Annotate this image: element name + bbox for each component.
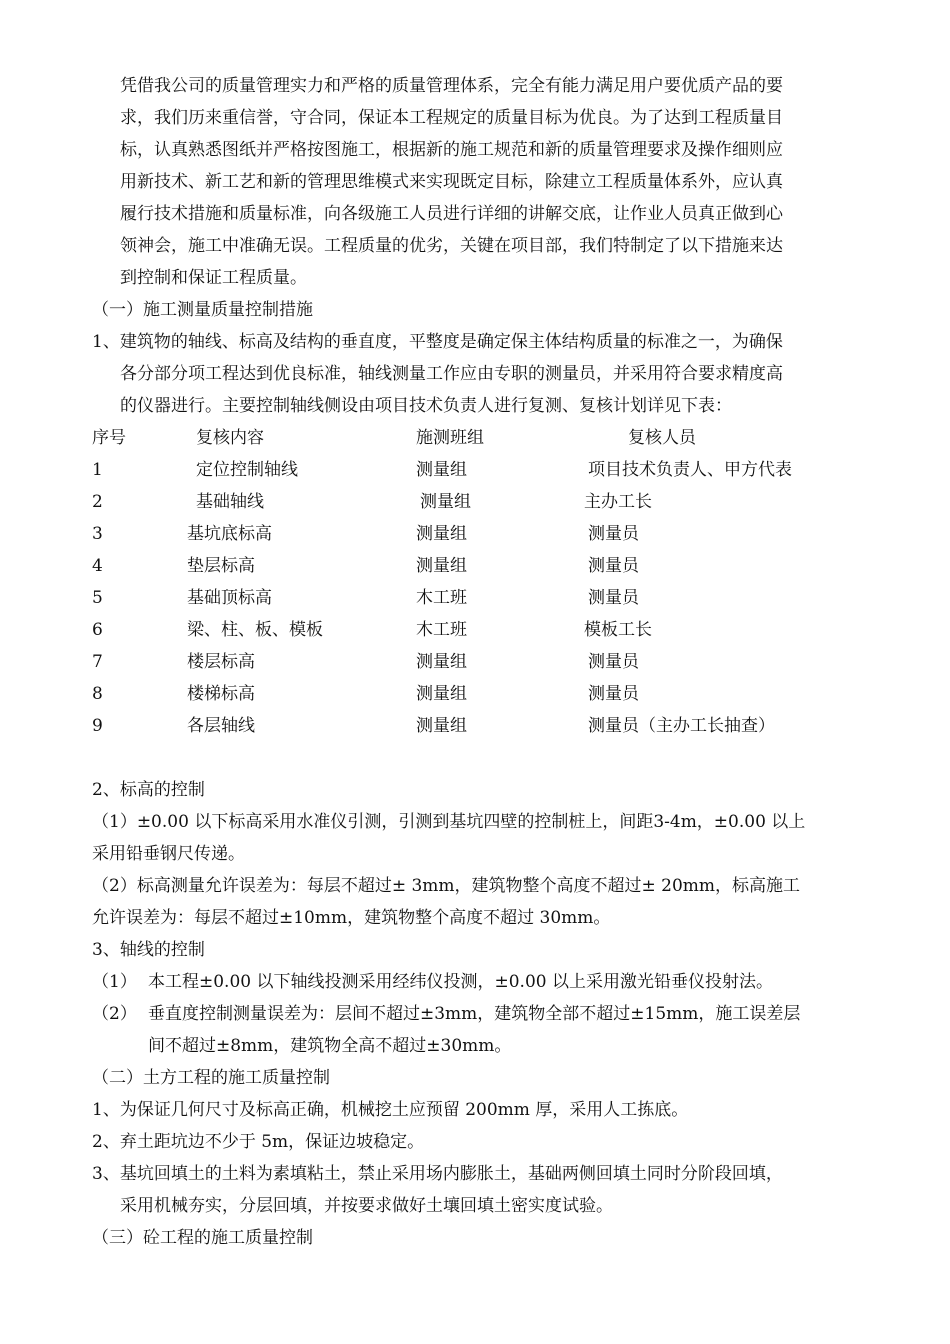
- table-cell: 测量组: [416, 556, 467, 576]
- subsection-heading: 3、轴线的控制: [92, 940, 205, 960]
- table-cell: 测量组: [416, 524, 467, 544]
- table-cell: 木工班: [416, 588, 467, 608]
- table-cell: 梁、柱、板、模板: [187, 620, 323, 640]
- table-cell: 基础轴线: [196, 492, 264, 512]
- table-cell: 测量员: [588, 556, 639, 576]
- intro-line: 领神会，施工中准确无误。工程质量的优劣，关键在项目部，我们特制定了以下措施来达: [120, 236, 783, 256]
- table-cell: 7: [92, 652, 103, 672]
- paragraph-line: 1、为保证几何尺寸及标高正确，机械挖土应预留 200mm 厚，采用人工拣底。: [92, 1100, 689, 1120]
- table-cell: 9: [92, 716, 103, 736]
- header-cell: 施测班组: [416, 428, 484, 448]
- table-cell: 基坑底标高: [187, 524, 272, 544]
- paragraph-line: 各分部分项工程达到优良标准，轴线测量工作应由专职的测量员，并采用符合要求精度高: [120, 364, 783, 384]
- table-cell: 测量员: [588, 588, 639, 608]
- header-cell: 复核内容: [196, 428, 264, 448]
- table-cell: 测量组: [416, 460, 467, 480]
- table-cell: 5: [92, 588, 103, 608]
- table-cell: 测量组: [416, 716, 467, 736]
- table-cell: 1: [92, 460, 103, 480]
- table-cell: 测量组: [416, 652, 467, 672]
- header-cell: 序号: [92, 428, 126, 448]
- table-cell: 6: [92, 620, 103, 640]
- intro-line: 履行技术措施和质量标准，向各级施工人员进行详细的讲解交底，让作业人员真正做到心: [120, 204, 783, 224]
- table-cell: 项目技术负责人、甲方代表: [588, 460, 792, 480]
- section-heading: （二）土方工程的施工质量控制: [92, 1068, 330, 1088]
- paragraph-line: 间不超过±8mm，建筑物全高不超过±30mm。: [148, 1036, 512, 1056]
- intro-line: 求，我们历来重信誉，守合同，保证本工程规定的质量目标为优良。为了达到工程质量目: [120, 108, 783, 128]
- table-cell: 测量员: [588, 684, 639, 704]
- table-cell: 垫层标高: [187, 556, 255, 576]
- paragraph-line: 采用铅垂钢尺传递。: [92, 844, 245, 864]
- table-cell: 木工班: [416, 620, 467, 640]
- paragraph-line: 1、建筑物的轴线、标高及结构的垂直度，平整度是确定保主体结构质量的标准之一，为确保: [92, 332, 783, 352]
- table-cell: 测量员（主办工长抽查）: [588, 716, 775, 736]
- intro-line: 标，认真熟悉图纸并严格按图施工，根据新的施工规范和新的质量管理要求及操作细则应: [120, 140, 783, 160]
- paragraph-line: （2）标高测量允许误差为：每层不超过± 3mm，建筑物整个高度不超过± 20mm，标高施工: [92, 876, 801, 896]
- paragraph-line: 允许误差为：每层不超过±10mm，建筑物整个高度不超过 30mm。: [92, 908, 611, 928]
- table-cell: 基础顶标高: [187, 588, 272, 608]
- item-number: （1）: [92, 972, 137, 992]
- paragraph-line: （1）±0.00 以下标高采用水准仪引测，引测到基坑四壁的控制桩上，间距3-4m，±0.00 以上: [92, 812, 806, 832]
- section-heading: （三）砼工程的施工质量控制: [92, 1228, 313, 1248]
- table-cell: 主办工长: [584, 492, 652, 512]
- item-number: （2）: [92, 1004, 137, 1024]
- table-cell: 测量员: [588, 652, 639, 672]
- table-cell: 定位控制轴线: [196, 460, 298, 480]
- table-cell: 楼层标高: [187, 652, 255, 672]
- table-cell: 模板工长: [584, 620, 652, 640]
- table-cell: 3: [92, 524, 103, 544]
- section-heading: （一）施工测量质量控制措施: [92, 300, 313, 320]
- table-cell: 各层轴线: [187, 716, 255, 736]
- table-cell: 楼梯标高: [187, 684, 255, 704]
- table-cell: 4: [92, 556, 103, 576]
- header-cell: 复核人员: [628, 428, 696, 448]
- paragraph-line: 本工程±0.00 以下轴线投测采用经纬仪投测，±0.00 以上采用激光铅垂仪投射法。: [148, 972, 773, 992]
- table-cell: 测量员: [588, 524, 639, 544]
- paragraph-line: 采用机械夯实，分层回填，并按要求做好土壤回填土密实度试验。: [120, 1196, 613, 1216]
- intro-line: 到控制和保证工程质量。: [120, 268, 307, 288]
- table-cell: 测量组: [416, 684, 467, 704]
- paragraph-line: 2、弃土距坑边不少于 5m，保证边坡稳定。: [92, 1132, 425, 1152]
- table-cell: 2: [92, 492, 103, 512]
- table-cell: 测量组: [420, 492, 471, 512]
- intro-line: 凭借我公司的质量管理实力和严格的质量管理体系，完全有能力满足用户要优质产品的要: [120, 76, 783, 96]
- paragraph-line: 垂直度控制测量误差为：层间不超过±3mm，建筑物全部不超过±15mm，施工误差层: [148, 1004, 801, 1024]
- paragraph-line: 3、基坑回填土的土料为素填粘土，禁止采用场内膨胀土，基础两侧回填土同时分阶段回填，: [92, 1164, 783, 1184]
- paragraph-line: 的仪器进行。主要控制轴线侧设由项目技术负责人进行复测、复核计划详见下表：: [120, 396, 732, 416]
- table-cell: 8: [92, 684, 103, 704]
- subsection-heading: 2、标高的控制: [92, 780, 205, 800]
- intro-line: 用新技术、新工艺和新的管理思维模式来实现既定目标，除建立工程质量体系外，应认真: [120, 172, 783, 192]
